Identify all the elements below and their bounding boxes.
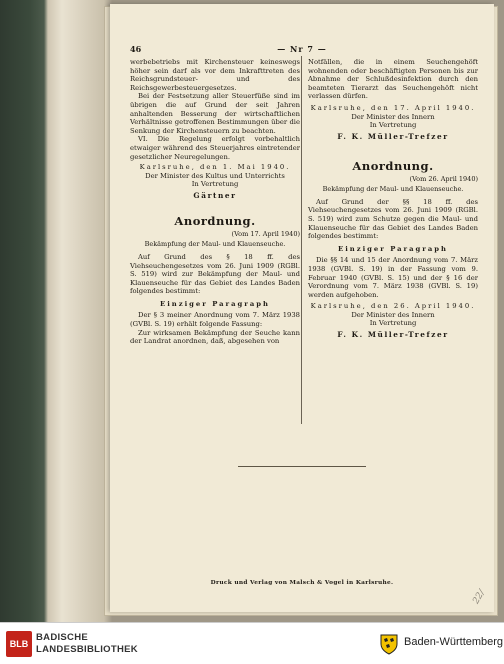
right-date: (Vom 26. April 1940) xyxy=(409,174,478,183)
right-signature: F. K. Müller-Trefzer xyxy=(337,131,449,141)
right-heading: Anordnung. xyxy=(352,158,434,173)
left-paragraph-6: Zur wirksamen Bekämpfung der Seuche kann der Landrat anordnen, daß, abgesehen von xyxy=(130,328,300,346)
left-column xyxy=(130,58,300,346)
blb-name[interactable] xyxy=(36,632,138,656)
left-paragraph-4: Auf Grund des § 18 ff. des Viehseuchengesetzes vom 26. Juni 1909 (RGBl. S. 519) wird zur Bekämpfung der Maul- und Klauenseuche für das Gebiet des Landes Baden folgendes bestimmt: xyxy=(130,252,300,296)
right-deputy-2: In Vertretung xyxy=(369,319,417,328)
left-minister: Der Minister des Kultus und Unterrichts xyxy=(145,171,285,180)
blb-name-line-1: BADISCHE xyxy=(36,632,89,643)
right-place-date: Karlsruhe, den 17. April 1940. xyxy=(310,103,476,112)
page-number: 46 xyxy=(130,44,142,54)
document-page xyxy=(110,4,494,612)
right-signature-2: F. K. Müller-Trefzer xyxy=(337,330,449,340)
left-paragraph-3: VI. Die Regelung erfolgt vorbehaltlich etwaiger während des Steuerjahres eintretender gesetzlicher Neuregelungen. xyxy=(130,135,300,161)
right-deputy: In Vertretung xyxy=(369,121,417,130)
right-minister: Der Minister des Innern xyxy=(351,112,435,121)
left-date: (Vom 17. April 1940) xyxy=(231,229,300,238)
left-place-date: Karlsruhe, den 1. Mai 1940. xyxy=(139,163,291,172)
printer-imprint: Druck und Verlag von Malsch & Vogel in Karlsruhe. xyxy=(210,580,394,586)
left-heading: Anordnung. xyxy=(174,213,256,228)
left-signature: Gärtner xyxy=(193,190,237,200)
left-deputy: In Vertretung xyxy=(191,180,239,189)
right-column xyxy=(308,58,478,339)
pencil-annotation: 22/ xyxy=(471,588,488,606)
closing-rule xyxy=(238,466,366,467)
right-paragraph-2: Auf Grund der §§ 18 ff. des Viehseuchengesetzes vom 26. Juni 1909 (RGBl. S. 519) wird zum Schutze gegen die Maul- und Klauenseuche für das Gebiet des Landes Baden folgendes bestimmt: xyxy=(308,197,478,241)
left-paragraph-title: Einziger Paragraph xyxy=(160,299,270,308)
right-paragraph-3: Die §§ 14 und 15 der Anordnung vom 7. März 1938 (GVBl. S. 19) in der Fassung vom 9. Februar 1940 (GVBl. S. 15) und der § 16 der Verordnung vom 7. März 1938 (GVBl. S. 19) werden aufgehoben. xyxy=(308,256,478,299)
right-place-date-2: Karlsruhe, den 26. April 1940. xyxy=(310,302,476,311)
left-paragraph-2: Bei der Festsetzung aller Steuerfüße sind im übrigen die auf Grund der seit Jahren anhaltenden Besserung der wirtschaftlichen Verhältnisse getroffenen Bestimmungen über die Senkung der Kirchensteuern zu beachten. xyxy=(130,92,300,135)
left-paragraph-1: werbebetriebs mit Kirchensteuer keineswegs höher sein darf als vor dem Inkrafttreten des Reichsgrundsteuer- und des Reichsgewerbesteuergesetzes. xyxy=(130,58,300,92)
right-subtitle: Bekämpfung der Maul- und Klauenseuche. xyxy=(322,184,464,193)
right-paragraph-1: Notfällen, die in einem Seuchengehöft wohnenden oder beschäftigten Personen bis zur Abnahme der Schlußdesinfektion durch den beamteten Tierarzt das Seuchengehöft nicht verlassen dürfen. xyxy=(308,58,478,101)
library-footer-bar xyxy=(0,622,504,664)
blb-name-line-2: LANDESBIBLIOTHEK xyxy=(36,644,138,655)
issue-number: — Nr 7 — xyxy=(277,44,327,54)
blb-logo-icon[interactable]: BLB xyxy=(6,631,32,657)
column-divider xyxy=(301,56,302,424)
right-minister-2: Der Minister des Innern xyxy=(351,310,435,319)
left-paragraph-5: Der § 3 meiner Anordnung vom 7. März 1938 (GVBl. S. 19) erhält folgende Fassung: xyxy=(130,311,300,329)
right-paragraph-title: Einziger Paragraph xyxy=(338,244,448,253)
baden-wuerttemberg-crest-icon[interactable] xyxy=(378,633,400,655)
left-subtitle: Bekämpfung der Maul- und Klauenseuche. xyxy=(144,239,286,248)
baden-wuerttemberg-label[interactable]: Baden-Württemberg xyxy=(404,636,504,648)
